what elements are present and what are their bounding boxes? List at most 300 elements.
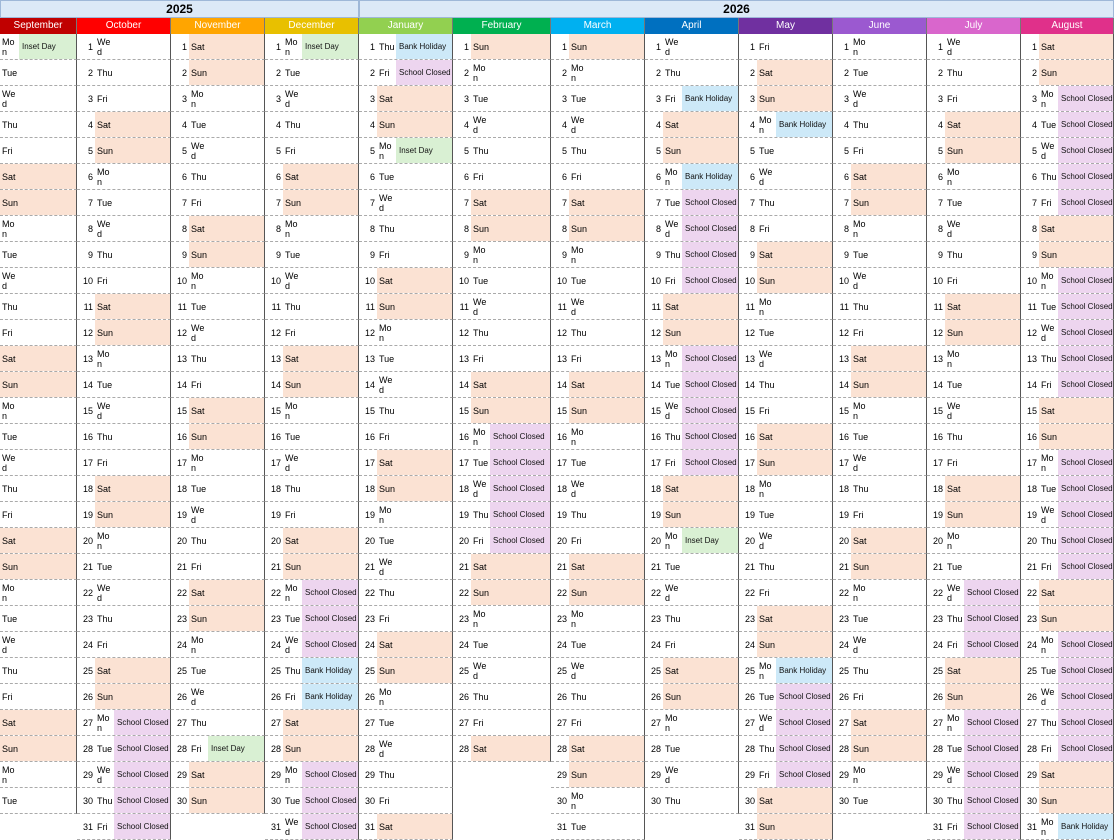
day-cell[interactable] — [453, 164, 551, 190]
day-cell[interactable] — [833, 788, 927, 814]
day-cell[interactable] — [453, 684, 551, 710]
day-cell[interactable] — [927, 476, 1021, 502]
day-cell[interactable] — [551, 632, 645, 658]
day-cell[interactable] — [265, 320, 359, 346]
day-cell[interactable] — [171, 450, 265, 476]
day-cell[interactable] — [551, 34, 645, 60]
day-cell[interactable] — [833, 216, 927, 242]
day-cell[interactable] — [645, 658, 739, 684]
day-cell[interactable] — [1021, 762, 1114, 788]
day-cell[interactable] — [645, 502, 739, 528]
day-cell[interactable] — [265, 814, 359, 840]
day-cell[interactable] — [171, 528, 265, 554]
day-cell[interactable] — [171, 112, 265, 138]
day-cell[interactable] — [453, 34, 551, 60]
day-cell[interactable] — [645, 320, 739, 346]
day-cell[interactable] — [739, 320, 833, 346]
day-cell[interactable] — [0, 762, 77, 788]
day-cell[interactable] — [1021, 632, 1114, 658]
day-cell[interactable] — [551, 190, 645, 216]
day-cell[interactable] — [171, 476, 265, 502]
day-cell[interactable] — [0, 476, 77, 502]
day-cell[interactable] — [927, 710, 1021, 736]
day-cell[interactable] — [739, 34, 833, 60]
day-cell[interactable] — [171, 554, 265, 580]
day-cell[interactable] — [265, 606, 359, 632]
day-cell[interactable] — [739, 450, 833, 476]
day-cell[interactable] — [77, 450, 171, 476]
day-cell[interactable] — [645, 710, 739, 736]
day-cell[interactable] — [645, 268, 739, 294]
day-cell[interactable] — [645, 554, 739, 580]
day-cell[interactable] — [359, 762, 453, 788]
day-cell[interactable] — [739, 788, 833, 814]
day-cell[interactable] — [551, 242, 645, 268]
day-cell[interactable] — [77, 242, 171, 268]
day-cell[interactable] — [739, 86, 833, 112]
day-cell[interactable] — [833, 398, 927, 424]
day-cell[interactable] — [0, 736, 77, 762]
day-cell[interactable] — [645, 528, 739, 554]
day-cell[interactable] — [739, 814, 833, 840]
day-cell[interactable] — [645, 216, 739, 242]
day-cell[interactable] — [359, 502, 453, 528]
day-cell[interactable] — [833, 34, 927, 60]
day-cell[interactable] — [77, 190, 171, 216]
day-cell[interactable] — [171, 60, 265, 86]
day-cell[interactable] — [833, 502, 927, 528]
day-cell[interactable] — [739, 268, 833, 294]
day-cell[interactable] — [171, 762, 265, 788]
day-cell[interactable] — [833, 762, 927, 788]
day-cell[interactable] — [359, 528, 453, 554]
day-cell[interactable] — [0, 684, 77, 710]
day-cell[interactable] — [927, 372, 1021, 398]
day-cell[interactable] — [265, 424, 359, 450]
day-cell[interactable] — [265, 294, 359, 320]
day-cell[interactable] — [359, 320, 453, 346]
day-cell[interactable] — [1021, 242, 1114, 268]
day-cell[interactable] — [359, 450, 453, 476]
day-cell[interactable] — [927, 632, 1021, 658]
day-cell[interactable] — [927, 580, 1021, 606]
day-cell[interactable] — [0, 294, 77, 320]
day-cell[interactable] — [551, 320, 645, 346]
day-cell[interactable] — [551, 346, 645, 372]
day-cell[interactable] — [359, 242, 453, 268]
day-cell[interactable] — [927, 736, 1021, 762]
day-cell[interactable] — [265, 736, 359, 762]
day-cell[interactable] — [77, 606, 171, 632]
day-cell[interactable] — [171, 320, 265, 346]
day-cell[interactable] — [453, 502, 551, 528]
day-cell[interactable] — [171, 684, 265, 710]
day-cell[interactable] — [171, 606, 265, 632]
day-cell[interactable] — [739, 424, 833, 450]
day-cell[interactable] — [739, 164, 833, 190]
day-cell[interactable] — [171, 216, 265, 242]
day-cell[interactable] — [927, 398, 1021, 424]
day-cell[interactable] — [0, 164, 77, 190]
day-cell[interactable] — [453, 242, 551, 268]
day-cell[interactable] — [0, 138, 77, 164]
day-cell[interactable] — [551, 788, 645, 814]
day-cell[interactable] — [927, 424, 1021, 450]
day-cell[interactable] — [833, 736, 927, 762]
day-cell[interactable] — [171, 346, 265, 372]
day-cell[interactable] — [359, 34, 453, 60]
day-cell[interactable] — [1021, 138, 1114, 164]
day-cell[interactable] — [359, 476, 453, 502]
day-cell[interactable] — [77, 814, 171, 840]
day-cell[interactable] — [265, 268, 359, 294]
day-cell[interactable] — [1021, 86, 1114, 112]
day-cell[interactable] — [0, 320, 77, 346]
day-cell[interactable] — [739, 502, 833, 528]
day-cell[interactable] — [739, 346, 833, 372]
day-cell[interactable] — [265, 450, 359, 476]
day-cell[interactable] — [1021, 814, 1114, 840]
day-cell[interactable] — [77, 684, 171, 710]
day-cell[interactable] — [927, 34, 1021, 60]
day-cell[interactable] — [1021, 398, 1114, 424]
day-cell[interactable] — [645, 424, 739, 450]
day-cell[interactable] — [739, 398, 833, 424]
day-cell[interactable] — [171, 242, 265, 268]
day-cell[interactable] — [265, 476, 359, 502]
day-cell[interactable] — [833, 60, 927, 86]
day-cell[interactable] — [359, 60, 453, 86]
day-cell[interactable] — [551, 814, 645, 840]
day-cell[interactable] — [359, 554, 453, 580]
day-cell[interactable] — [453, 710, 551, 736]
day-cell[interactable] — [833, 476, 927, 502]
day-cell[interactable] — [551, 268, 645, 294]
day-cell[interactable] — [1021, 658, 1114, 684]
day-cell[interactable] — [927, 138, 1021, 164]
day-cell[interactable] — [927, 684, 1021, 710]
day-cell[interactable] — [927, 528, 1021, 554]
day-cell[interactable] — [77, 580, 171, 606]
day-cell[interactable] — [1021, 216, 1114, 242]
day-cell[interactable] — [645, 34, 739, 60]
day-cell[interactable] — [927, 554, 1021, 580]
day-cell[interactable] — [645, 112, 739, 138]
day-cell[interactable] — [359, 814, 453, 840]
day-cell[interactable] — [927, 346, 1021, 372]
day-cell[interactable] — [77, 554, 171, 580]
day-cell[interactable] — [171, 398, 265, 424]
day-cell[interactable] — [171, 34, 265, 60]
day-cell[interactable] — [645, 164, 739, 190]
day-cell[interactable] — [77, 502, 171, 528]
day-cell[interactable] — [551, 372, 645, 398]
day-cell[interactable] — [359, 710, 453, 736]
day-cell[interactable] — [265, 112, 359, 138]
day-cell[interactable] — [833, 86, 927, 112]
day-cell[interactable] — [265, 398, 359, 424]
day-cell[interactable] — [77, 528, 171, 554]
day-cell[interactable] — [645, 476, 739, 502]
day-cell[interactable] — [453, 580, 551, 606]
day-cell[interactable] — [359, 86, 453, 112]
day-cell[interactable] — [77, 736, 171, 762]
day-cell[interactable] — [359, 658, 453, 684]
day-cell[interactable] — [739, 294, 833, 320]
day-cell[interactable] — [739, 684, 833, 710]
day-cell[interactable] — [833, 268, 927, 294]
day-cell[interactable] — [265, 86, 359, 112]
day-cell[interactable] — [77, 294, 171, 320]
day-cell[interactable] — [833, 528, 927, 554]
day-cell[interactable] — [645, 346, 739, 372]
day-cell[interactable] — [645, 372, 739, 398]
day-cell[interactable] — [0, 34, 77, 60]
day-cell[interactable] — [359, 216, 453, 242]
day-cell[interactable] — [645, 736, 739, 762]
day-cell[interactable] — [551, 138, 645, 164]
day-cell[interactable] — [453, 112, 551, 138]
day-cell[interactable] — [739, 138, 833, 164]
day-cell[interactable] — [833, 190, 927, 216]
day-cell[interactable] — [453, 320, 551, 346]
day-cell[interactable] — [833, 242, 927, 268]
day-cell[interactable] — [359, 684, 453, 710]
day-cell[interactable] — [0, 60, 77, 86]
day-cell[interactable] — [359, 138, 453, 164]
day-cell[interactable] — [265, 138, 359, 164]
day-cell[interactable] — [453, 450, 551, 476]
day-cell[interactable] — [77, 60, 171, 86]
day-cell[interactable] — [359, 398, 453, 424]
day-cell[interactable] — [359, 606, 453, 632]
day-cell[interactable] — [265, 372, 359, 398]
day-cell[interactable] — [551, 294, 645, 320]
day-cell[interactable] — [1021, 710, 1114, 736]
day-cell[interactable] — [77, 788, 171, 814]
day-cell[interactable] — [645, 294, 739, 320]
day-cell[interactable] — [453, 294, 551, 320]
day-cell[interactable] — [645, 606, 739, 632]
day-cell[interactable] — [645, 632, 739, 658]
day-cell[interactable] — [645, 762, 739, 788]
day-cell[interactable] — [645, 684, 739, 710]
day-cell[interactable] — [0, 632, 77, 658]
day-cell[interactable] — [171, 736, 265, 762]
day-cell[interactable] — [739, 528, 833, 554]
day-cell[interactable] — [739, 112, 833, 138]
day-cell[interactable] — [265, 658, 359, 684]
day-cell[interactable] — [0, 424, 77, 450]
day-cell[interactable] — [0, 606, 77, 632]
day-cell[interactable] — [77, 86, 171, 112]
day-cell[interactable] — [1021, 424, 1114, 450]
day-cell[interactable] — [453, 554, 551, 580]
day-cell[interactable] — [359, 424, 453, 450]
day-cell[interactable] — [1021, 528, 1114, 554]
day-cell[interactable] — [1021, 372, 1114, 398]
day-cell[interactable] — [265, 580, 359, 606]
day-cell[interactable] — [0, 372, 77, 398]
day-cell[interactable] — [0, 86, 77, 112]
day-cell[interactable] — [1021, 190, 1114, 216]
day-cell[interactable] — [833, 164, 927, 190]
day-cell[interactable] — [551, 112, 645, 138]
day-cell[interactable] — [833, 320, 927, 346]
day-cell[interactable] — [833, 112, 927, 138]
day-cell[interactable] — [551, 450, 645, 476]
day-cell[interactable] — [645, 450, 739, 476]
day-cell[interactable] — [265, 60, 359, 86]
day-cell[interactable] — [359, 190, 453, 216]
day-cell[interactable] — [453, 606, 551, 632]
day-cell[interactable] — [551, 658, 645, 684]
day-cell[interactable] — [833, 684, 927, 710]
day-cell[interactable] — [739, 60, 833, 86]
day-cell[interactable] — [551, 762, 645, 788]
day-cell[interactable] — [0, 658, 77, 684]
day-cell[interactable] — [833, 346, 927, 372]
day-cell[interactable] — [453, 658, 551, 684]
day-cell[interactable] — [645, 788, 739, 814]
day-cell[interactable] — [551, 60, 645, 86]
day-cell[interactable] — [0, 112, 77, 138]
day-cell[interactable] — [645, 86, 739, 112]
day-cell[interactable] — [1021, 580, 1114, 606]
day-cell[interactable] — [739, 632, 833, 658]
day-cell[interactable] — [833, 710, 927, 736]
day-cell[interactable] — [453, 138, 551, 164]
day-cell[interactable] — [265, 502, 359, 528]
day-cell[interactable] — [833, 658, 927, 684]
day-cell[interactable] — [927, 294, 1021, 320]
day-cell[interactable] — [0, 554, 77, 580]
day-cell[interactable] — [453, 346, 551, 372]
day-cell[interactable] — [0, 398, 77, 424]
day-cell[interactable] — [1021, 736, 1114, 762]
day-cell[interactable] — [171, 502, 265, 528]
day-cell[interactable] — [0, 502, 77, 528]
day-cell[interactable] — [265, 242, 359, 268]
day-cell[interactable] — [0, 268, 77, 294]
day-cell[interactable] — [927, 788, 1021, 814]
day-cell[interactable] — [265, 762, 359, 788]
day-cell[interactable] — [927, 86, 1021, 112]
day-cell[interactable] — [171, 164, 265, 190]
day-cell[interactable] — [927, 658, 1021, 684]
day-cell[interactable] — [833, 580, 927, 606]
day-cell[interactable] — [171, 86, 265, 112]
day-cell[interactable] — [359, 736, 453, 762]
day-cell[interactable] — [551, 606, 645, 632]
day-cell[interactable] — [77, 710, 171, 736]
day-cell[interactable] — [453, 398, 551, 424]
day-cell[interactable] — [739, 190, 833, 216]
day-cell[interactable] — [645, 190, 739, 216]
day-cell[interactable] — [833, 606, 927, 632]
day-cell[interactable] — [0, 242, 77, 268]
day-cell[interactable] — [453, 268, 551, 294]
day-cell[interactable] — [1021, 112, 1114, 138]
day-cell[interactable] — [927, 112, 1021, 138]
day-cell[interactable] — [551, 736, 645, 762]
day-cell[interactable] — [551, 502, 645, 528]
day-cell[interactable] — [1021, 268, 1114, 294]
day-cell[interactable] — [927, 606, 1021, 632]
day-cell[interactable] — [77, 476, 171, 502]
day-cell[interactable] — [171, 632, 265, 658]
day-cell[interactable] — [453, 632, 551, 658]
day-cell[interactable] — [0, 710, 77, 736]
day-cell[interactable] — [359, 346, 453, 372]
day-cell[interactable] — [551, 580, 645, 606]
day-cell[interactable] — [265, 632, 359, 658]
day-cell[interactable] — [0, 216, 77, 242]
day-cell[interactable] — [77, 658, 171, 684]
day-cell[interactable] — [833, 138, 927, 164]
day-cell[interactable] — [453, 424, 551, 450]
day-cell[interactable] — [645, 138, 739, 164]
day-cell[interactable] — [453, 528, 551, 554]
day-cell[interactable] — [927, 164, 1021, 190]
day-cell[interactable] — [927, 502, 1021, 528]
day-cell[interactable] — [739, 762, 833, 788]
day-cell[interactable] — [77, 762, 171, 788]
day-cell[interactable] — [551, 216, 645, 242]
day-cell[interactable] — [265, 346, 359, 372]
day-cell[interactable] — [551, 424, 645, 450]
day-cell[interactable] — [739, 242, 833, 268]
day-cell[interactable] — [551, 164, 645, 190]
day-cell[interactable] — [0, 450, 77, 476]
day-cell[interactable] — [739, 658, 833, 684]
day-cell[interactable] — [171, 190, 265, 216]
day-cell[interactable] — [77, 268, 171, 294]
day-cell[interactable] — [1021, 788, 1114, 814]
day-cell[interactable] — [171, 372, 265, 398]
day-cell[interactable] — [1021, 476, 1114, 502]
day-cell[interactable] — [833, 450, 927, 476]
day-cell[interactable] — [77, 320, 171, 346]
day-cell[interactable] — [77, 632, 171, 658]
day-cell[interactable] — [359, 788, 453, 814]
day-cell[interactable] — [171, 424, 265, 450]
day-cell[interactable] — [265, 164, 359, 190]
day-cell[interactable] — [927, 60, 1021, 86]
day-cell[interactable] — [551, 554, 645, 580]
day-cell[interactable] — [77, 398, 171, 424]
day-cell[interactable] — [1021, 554, 1114, 580]
day-cell[interactable] — [1021, 684, 1114, 710]
day-cell[interactable] — [265, 190, 359, 216]
day-cell[interactable] — [171, 710, 265, 736]
day-cell[interactable] — [645, 242, 739, 268]
day-cell[interactable] — [739, 580, 833, 606]
day-cell[interactable] — [171, 580, 265, 606]
day-cell[interactable] — [645, 60, 739, 86]
day-cell[interactable] — [1021, 502, 1114, 528]
day-cell[interactable] — [265, 528, 359, 554]
day-cell[interactable] — [739, 710, 833, 736]
day-cell[interactable] — [927, 814, 1021, 840]
day-cell[interactable] — [359, 112, 453, 138]
day-cell[interactable] — [1021, 34, 1114, 60]
day-cell[interactable] — [0, 190, 77, 216]
day-cell[interactable] — [927, 242, 1021, 268]
day-cell[interactable] — [77, 112, 171, 138]
day-cell[interactable] — [359, 372, 453, 398]
day-cell[interactable] — [1021, 164, 1114, 190]
